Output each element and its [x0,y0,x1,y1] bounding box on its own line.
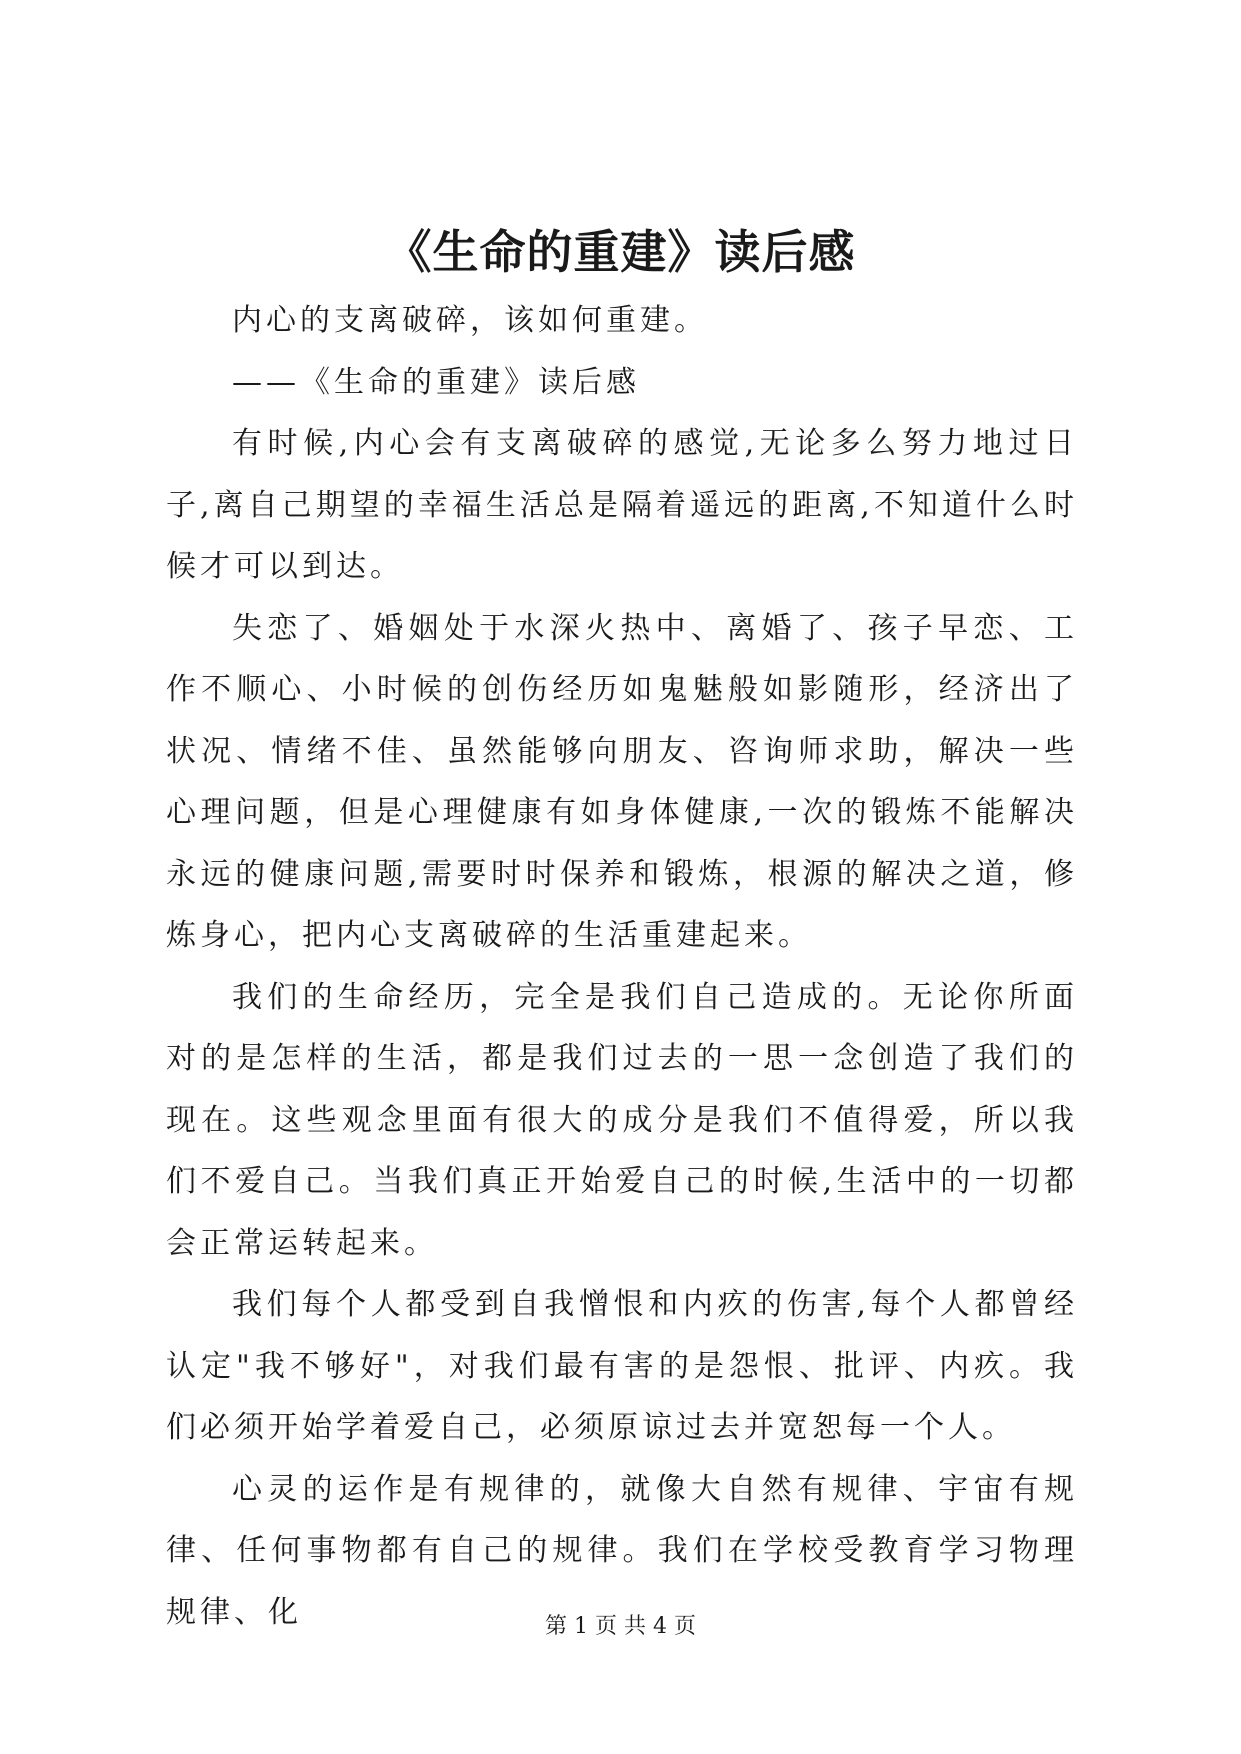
document-body [166,290,1078,1643]
paragraph-subtitle: 内心的支离破碎，该如何重建。 [232,303,708,338]
paragraph: 我们的生命经历，完全是我们自己造成的。无论你所面对的是怎样的生活，都是我们过去的一思一念创造了我们的现在。这些观念里面有很大的成分是我们不值得爱，所以我们不爱自己。当我们真正开始爱自己的时候,生活中的一切都会正常运转起来。 [166,979,1078,1261]
paragraph: 失恋了、婚姻处于水深火热中、离婚了、孩子早恋、工作不顺心、小时候的创伤经历如鬼魅般如影随形，经济出了状况、情绪不佳、虽然能够向朋友、咨询师求助，解决一些心理问题，但是心理健康有如身体健康,一次的锻炼不能解决永远的健康问题,需要时时保养和锻炼，根源的解决之道，修炼身心，把内心支离破碎的生活重建起来。 [166,610,1078,953]
paragraph: 心灵的运作是有规律的，就像大自然有规律、宇宙有规律、任何事物都有自己的规律。我们在学校受教育学习物理规律、化 [166,1471,1078,1630]
paragraph: 我们每个人都受到自我憎恨和内疚的伤害,每个人都曾经认定"我不够好"，对我们最有害的是怨恨、批评、内疚。我们必须开始学着爱自己，必须原谅过去并宽恕每一个人。 [166,1287,1078,1445]
paragraph-byline: ——《生命的重建》读后感 [232,364,640,400]
paragraph: 有时候,内心会有支离破碎的感觉,无论多么努力地过日子,离自己期望的幸福生活总是隔着遥远的距离,不知道什么时候才可以到达。 [166,426,1078,584]
document-title: 《生命的重建》读后感 [385,225,856,279]
page-number-footer: 第 1 页 共 4 页 [545,1614,696,1639]
